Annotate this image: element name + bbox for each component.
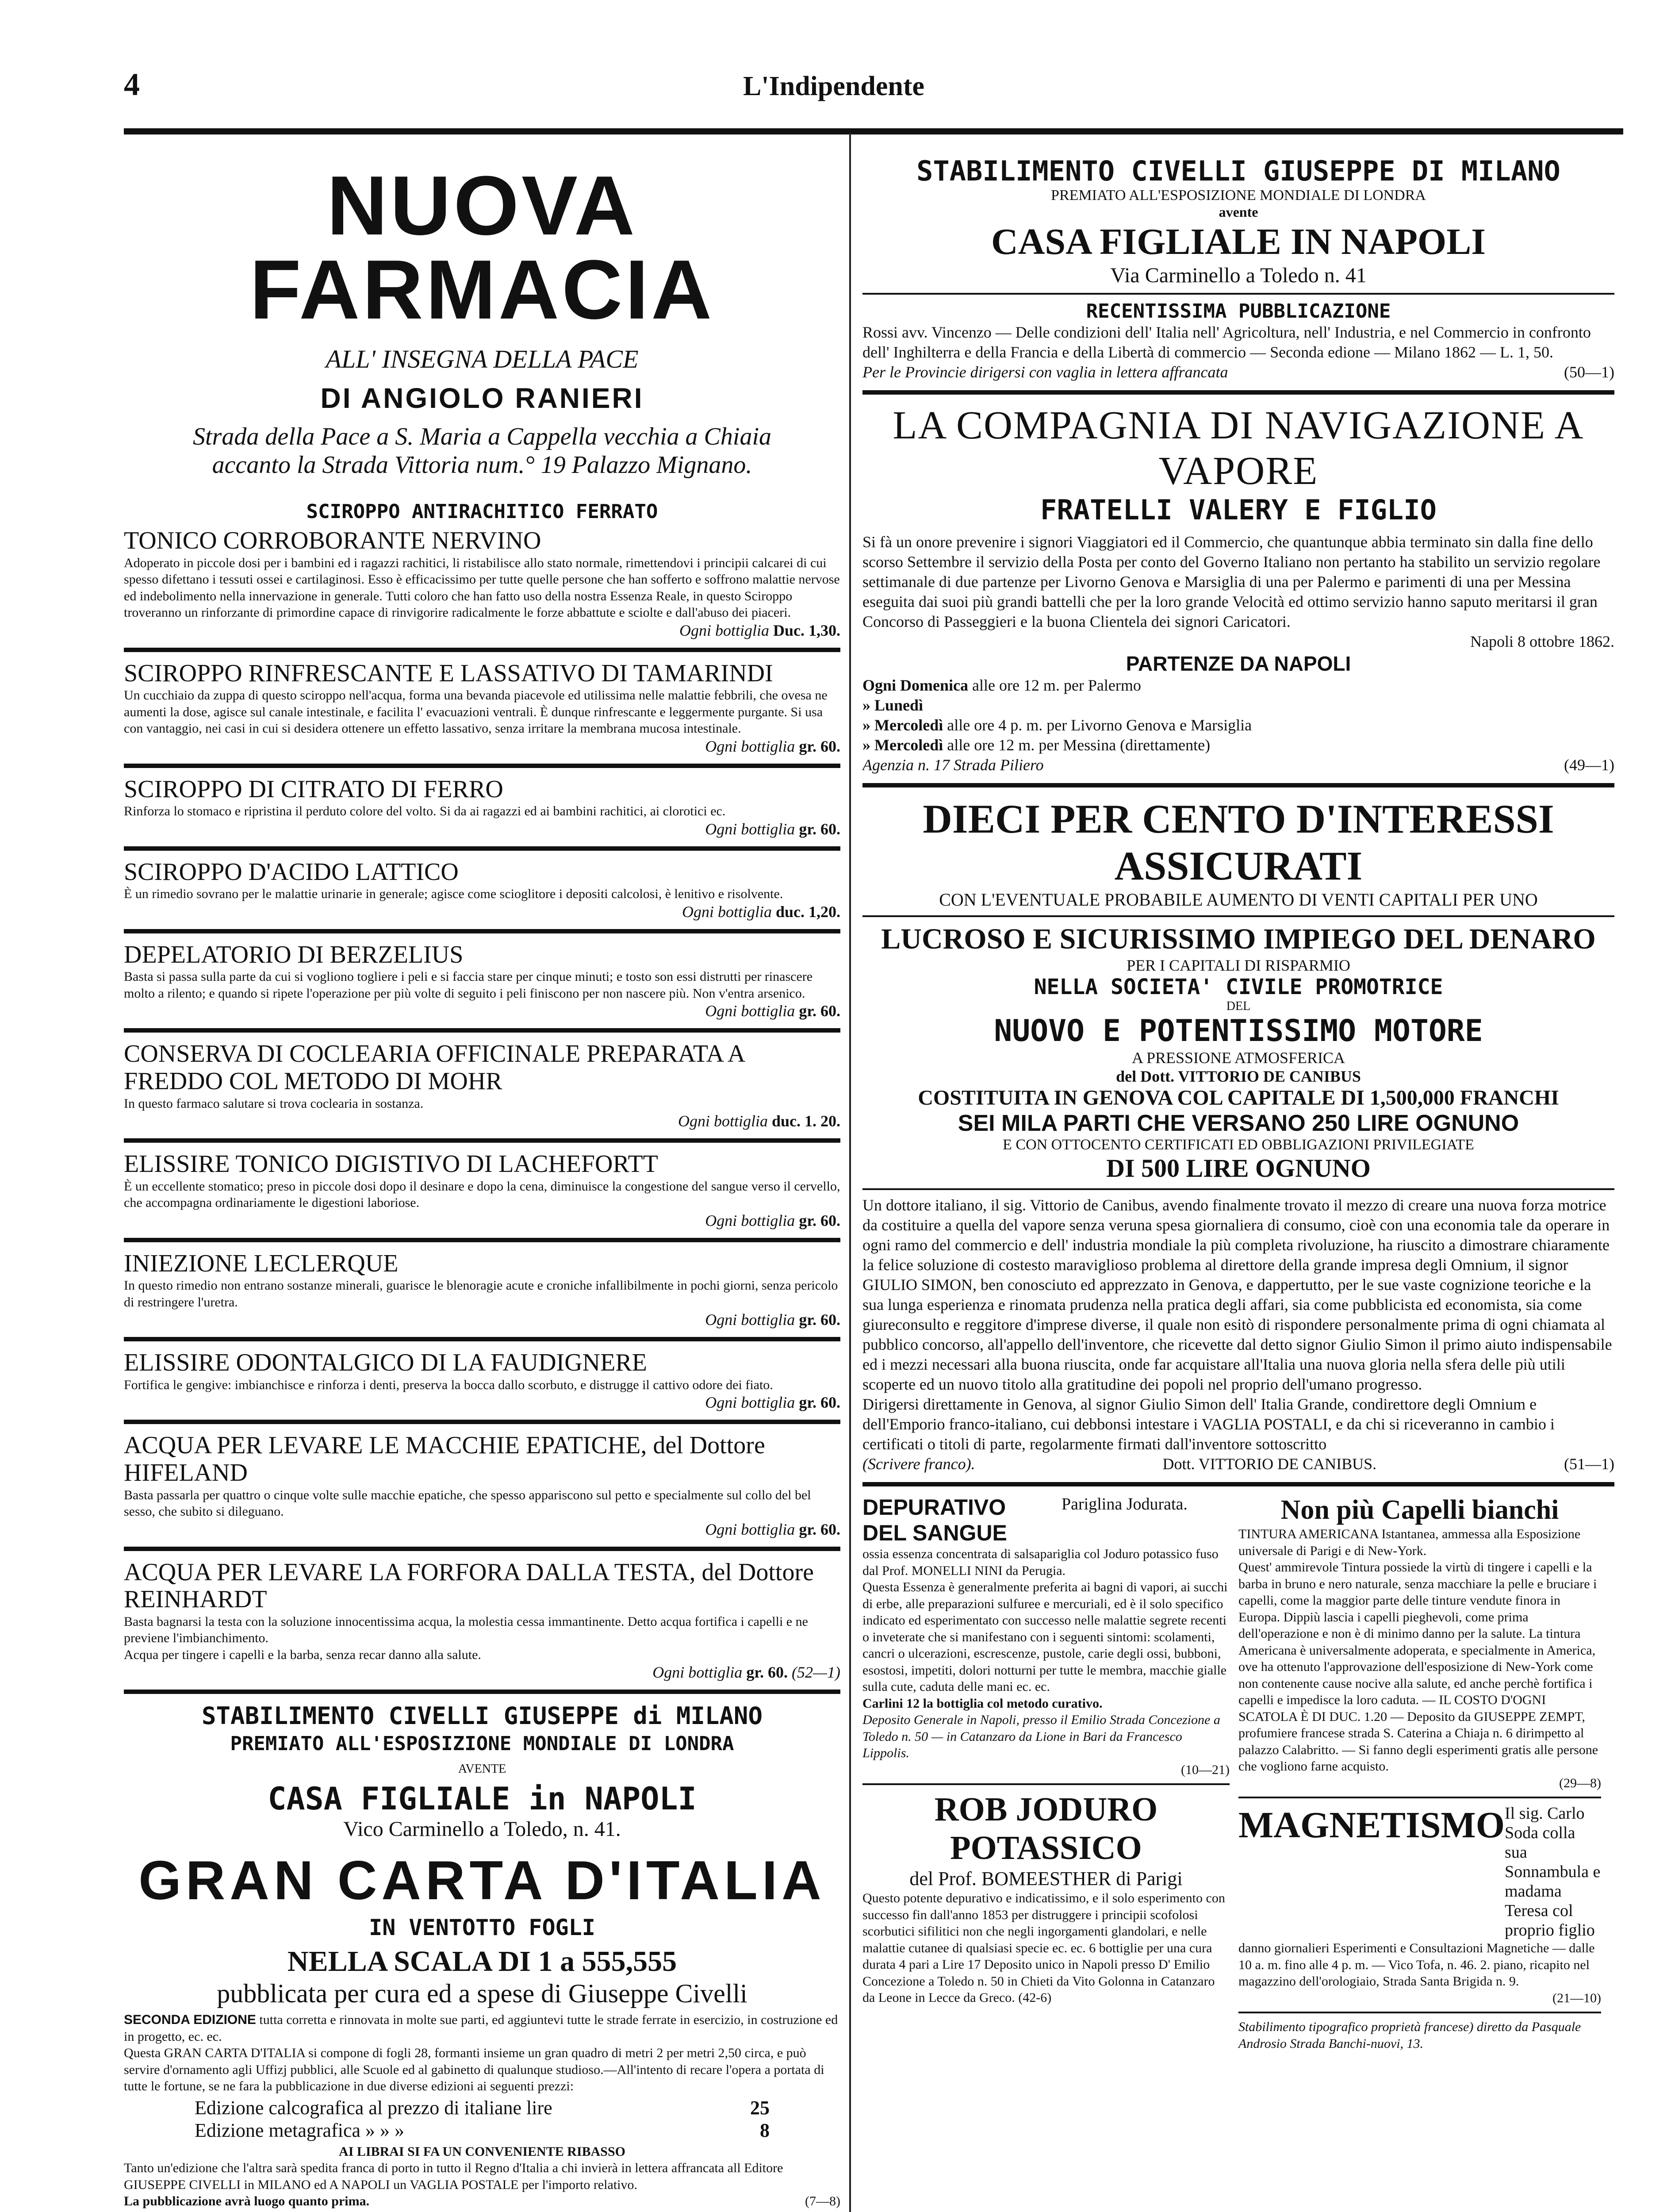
dep-body: Questa Essenza è generalmente preferita ai bagni di vapori, ai succhi di erbe, alle preparazioni sulfuree e mercuriali, ed è il solo specifico indicato ed esperimentato con successo nelle malattie segrete recenti o inveterate che si manifestano con i seguenti sintomi: scolamenti, cancri o ulcerazioni, escrescenze, pustole, carie degli ossi, bubboni, esostosi, impetiti, dolori notturni per tutte le membra, macchie gialle sulla cute, caduta delle mani ec. ec.	[862, 1580, 1228, 1694]
dep-deposito: Deposito Generale in Napoli, presso il Emilio Strada Concezione a Toledo n. 50 — in Catanzaro da Lione in Bari da Francesco Lippolis.	[862, 1713, 1220, 1760]
farmacia-sub2: DI ANGIOLO RANIERI	[320, 382, 644, 414]
product-item	[124, 776, 840, 838]
dieci-seimila: SEI MILA PARTI CHE VERSANO 250 LIRE OGNUNO	[958, 1110, 1519, 1136]
magn-body2: danno giornalieri Esperimenti e Consultazioni Magnetiche — dalle 10 a. m. fino alle 4 p. m. — Vico Tofa, n. 46. 2. piano, ricapito nel magazzino dell'orologiaio, Strada Santa Brigida n. 9.	[1238, 1941, 1595, 1989]
divider	[862, 915, 1614, 917]
product-desc: Basta bagnarsi la testa con la soluzione innocentissima acqua, la molestia cessa immantinente. Detto acqua fortifica i capelli e ne previene l'imbianchimento.	[124, 1614, 808, 1646]
divider	[124, 1420, 840, 1424]
product-desc: Basta si passa sulla parte da cui si vogliono togliere i peli e si faccia stare per cinque minuti; e tosto son essi distrutti per rinascere molto a rilento; e quando si ripete l'operazione per più volte di seguito i peli finiscono per non nascere più. Non v'entra arsenico.	[124, 969, 813, 1001]
product-name: SCIROPPO D'ACIDO LATTICO	[124, 858, 459, 886]
nav-sub: FRATELLI VALERY E FIGLIO	[1040, 494, 1437, 526]
stab-premiato: PREMIATO ALL'ESPOSIZIONE MONDIALE DI LONDRA	[1051, 187, 1426, 204]
dep-carlini: Carlini 12 la bottiglia col metodo curativo.	[862, 1696, 1103, 1711]
nav-date: Napoli 8 ottobre 1862.	[1470, 633, 1614, 650]
product-price: Ogni bottiglia gr. 60. (52—1)	[652, 1663, 840, 1682]
dieci-ottocento: E CON OTTOCENTO CERTIFICATI ED OBBLIGAZIONI PRIVILEGIATE	[1003, 1137, 1474, 1153]
depurativo-ad	[862, 1494, 1230, 1778]
nav-agency: Agenzia n. 17 Strada Piliero (49—1)	[862, 756, 1614, 774]
nav-body: Si fà un onore prevenire i signori Viaggiatori ed il Commercio, che quantunque abbia terminato sin dalla fine dello scorso Settembre il servizio della Posta per conto del Governo Italiano non pertanto ha stabilito un servizio regolare settimanale di due partenze per Livorno Genova e Marsiglia di una per Palermo e parimenti di una per Messina eseguita dai suoi più grandi battelli che per la loro grande Velocità ed ottimo servizio hanno saputo meritarsi il gran Concorso di Passeggieri e la buona Clientela dei signori Caricatori.	[862, 533, 1601, 630]
dep-title2: DEL SANGUE	[862, 1521, 1007, 1545]
product-item	[124, 941, 840, 1021]
stab-via: Via Carminello a Toledo n. 41	[1110, 264, 1367, 287]
farmacia-title: NUOVA FARMACIA	[249, 159, 715, 337]
product-name: INIEZIONE LECLERQUE	[124, 1249, 399, 1277]
product-price: Ogni bottiglia gr. 60.	[705, 1211, 840, 1229]
stab-casa: CASA FIGLIALE IN NAPOLI	[991, 221, 1486, 262]
nav-dep: Ogni Domenica alle ore 12 m. per Palermo	[862, 676, 1141, 694]
product-name: DEPELATORIO DI BERZELIUS	[124, 941, 464, 968]
product-desc: Basta passarla per quattro o cinque volte sulle macchie epatiche, che spesso appariscono sul petto e specialmente sul collo del bel sesso, che subito si dileguano.	[124, 1487, 811, 1519]
divider	[862, 1482, 1614, 1486]
capelli-title: Non più Capelli bianchi	[1280, 1495, 1559, 1525]
dieci-di500: DI 500 LIRE OGNUNO	[1106, 1154, 1371, 1183]
product-price: Ogni bottiglia Duc. 1,30.	[679, 621, 840, 639]
product-item	[124, 1151, 840, 1230]
dieci-per: PER I CAPITALI DI RISPARMIO	[1127, 956, 1350, 974]
magn-title: MAGNETISMO	[1238, 1805, 1505, 1846]
product-price: Ogni bottiglia gr. 60.	[705, 820, 840, 838]
capelli-body: Quest' ammirevole Tintura possiede la virtù di tingere i capelli e la barba in bruno e nero naturale, senza macchiare la pelle e bruciare i capelli, come la maggior parte delle tinture vendute finora in Europa. Dippiù lascia i capelli pieghevoli, come prima dell'operazione e non è di minimo danno per la salute. La tintura Americana è universalmente adoperata, e specialmente in America, ove ha ottenuto l'approvazione dell'esposizione di New-York come non contenente cause nocive alla salute, ed anche perchè fortifica i capelli e impedisce la loro caduta. — IL COSTO D'OGNI SCATOLA È DI DUC. 1.20 — Deposito da GIUSEPPE ZEMPT, profumiere francese strada S. Caterina a Chiaja n. 6 dirimpetto al palazzo Calabritto. — Si fanno degli esperimenti gratis alle persone che vogliono farne acquisto.	[1238, 1560, 1598, 1774]
rob-title: ROB JODURO POTASSICO	[934, 1791, 1158, 1866]
dieci-body2: Dirigersi direttamente in Genova, al signor Giulio Simon dell' Italia Grande, condirettore degli Omnium e dell'Emporio franco-italiano, cui debbonsi intestare i VAGLIA POSTALI, e da chi si riceveranno in cambio i certificati o titoli di parte, regolarmente firmati dall'inventore sottoscritto	[862, 1395, 1555, 1453]
farmacia-sub1: ALL' INSEGNA DELLA PACE	[326, 345, 639, 373]
product-tagline: TONICO CORROBORANTE NERVINO	[124, 527, 541, 554]
divider	[124, 648, 840, 652]
carta-edition: SECONDA EDIZIONE tutta corretta e rinnovata in molte sue parti, ed aggiuntevi tutte le strade ferrate in esercizio, in costruzione ed in progetto, ec. ec.	[124, 2012, 838, 2044]
product-name: SCIROPPO RINFRESCANTE E LASSATIVO DI TAMARINDI	[124, 659, 773, 687]
product-item	[124, 1559, 840, 1682]
magn-ad	[1238, 1804, 1601, 2052]
product-price: Ogni bottiglia duc. 1. 20.	[678, 1112, 840, 1130]
product-name: ACQUA PER LEVARE LE MACCHIE EPATICHE, del Dottore HIFELAND	[124, 1432, 765, 1487]
product-price: Ogni bottiglia gr. 60.	[705, 1002, 840, 1020]
carta-sub: IN VENTOTTO FOGLI	[369, 1915, 595, 1941]
divider	[124, 1337, 840, 1341]
dieci-pressione: A PRESSIONE ATMOSFERICA	[1131, 1049, 1345, 1067]
dieci-lucroso: LUCROSO E SICURISSIMO IMPIEGO DEL DENARO	[881, 923, 1596, 955]
stab-title: STABILIMENTO CIVELLI GIUSEPPE DI MILANO	[916, 155, 1560, 187]
carta-pub: pubblicata per cura ed a spese di Giuseppe Civelli	[217, 1979, 747, 2008]
dieci-motore: NUOVO E POTENTISSIMO MOTORE	[994, 1014, 1483, 1048]
divider	[862, 390, 1614, 395]
product-price: Ogni bottiglia duc. 1,20.	[682, 902, 840, 921]
dep-title1: DEPURATIVO	[862, 1495, 1006, 1520]
divider	[124, 1138, 840, 1143]
divider	[124, 1028, 840, 1033]
dieci-dott: del Dott. VITTORIO DE CANIBUS	[1116, 1068, 1361, 1085]
carta-desc: Questa GRAN CARTA D'ITALIA si compone di fogli 28, formanti insieme un gran quadro di metri 2 per metri 2,50 circa, e può servire d'ornamento agli Uffizj pubblici, alle Scuole ed al gabinetto di qualunque studioso.—All'intento di recare l'opera a portata di tutte le fortune, se ne fara la pubblicazione in due diverse edizioni ai seguenti prezzi:	[124, 2046, 824, 2094]
product-price: Ogni bottiglia gr. 60.	[705, 1394, 840, 1412]
product-desc: In questo rimedio non entrano sostanze minerali, guarisce le blenoragie acute e croniche infallibilmente in pochi giorni, senza pericolo di restringere l'uretra.	[124, 1278, 838, 1310]
stab-ad	[862, 155, 1614, 382]
dieci-ad	[862, 795, 1614, 1474]
carta-title: GRAN CARTA D'ITALIA	[138, 1850, 826, 1912]
divider	[124, 1238, 840, 1242]
magn-body1: Il sig. Carlo Soda colla sua Sonnambula e madama Teresa col proprio figlio	[1505, 1804, 1601, 1939]
carta-ed2: Edizione metagrafica » » » 8	[195, 2119, 770, 2141]
left-bottom-ads	[862, 1494, 1230, 2052]
capelli-ref: (29—8)	[1559, 1775, 1601, 1790]
navigazione-ad	[862, 403, 1614, 775]
dieci-sign: (Scrivere franco). Dott. VITTORIO DE CANIBUS. (51—1)	[862, 1455, 1614, 1473]
divider	[862, 1783, 1230, 1785]
product-item	[124, 859, 840, 921]
nav-partenze: PARTENZE DA NAPOLI	[1126, 652, 1351, 675]
product-desc: In questo farmaco salutare si trova coclearia in sostanza.	[124, 1096, 424, 1111]
magn-ref: (21—10)	[1552, 1990, 1601, 2005]
nav-dep: » Mercoledì alle ore 4 p. m. per Livorno Genova e Marsiglia	[862, 716, 1252, 734]
dieci-body1: Un dottore italiano, il sig. Vittorio de Canibus, avendo finalmente trovato il mezzo di creare una nuova forza motrice da costituire a quella del vapore senza veruna spesa giornaliera di consumo, cioè con una economia tale da operare in ogni ramo del commercio e dell' industria mondiale la più completa rivoluzione, ha riuscito a dimostrare chiaramente la felice soluzione di costesto maraviglioso problema al direttore della grande impresa degli Omnium, il signor GIULIO SIMON, ben conosciuto ed apprezzato in Genova, e dappertutto, per le sue vaste cognizione teoriche e la sua lunga esperienza e rinomata prudenza nella pratica degli affari, sia come pubblicista ed economista, sia come giureconsulto e reggitore d'imprese diverse, il quale non esitò di rispondere personalmente prima di ogni chiamata al pubblico concorso, all'appello dell'inventore, che ricevette dal detto signor Giulio Simon il primo aiuto indispensabile ed i mezzi necessari alla buona riuscita, onde far acquistare all'Italia una nuova gloria nella sfera delle più utili scoperte ed un nuovo titolo alla gratitudine dei popoli nel proprio dell'umano progresso.	[862, 1196, 1612, 1393]
product-desc: È un rimedio sovrano per le malattie urinarie in generale; agisce come scioglitore i depositi calcolosi, è lenitivo e risolvente.	[124, 887, 783, 902]
civelli-line2: PREMIATO ALL'ESPOSIZIONE MONDIALE DI LONDRA	[230, 1732, 734, 1755]
divider	[1238, 1797, 1601, 1798]
divider	[124, 1690, 840, 1694]
stab-avente: avente	[1219, 204, 1258, 220]
capelli-tintura: TINTURA AMERICANA Istantanea, ammessa alla Esposizione universale di Parigi e di New-York.	[1238, 1527, 1581, 1558]
product-item	[124, 1432, 840, 1538]
product-price: Ogni bottiglia gr. 60.	[705, 1520, 840, 1538]
divider	[1238, 2012, 1601, 2013]
product-desc: Fortifica le gengive: imbianchisce e rinforza i denti, preserva la bocca dallo scorbuto, e distrugge il cattivo odore dei fiato.	[124, 1377, 773, 1392]
divider	[124, 846, 840, 851]
dieci-title: DIECI PER CENTO D'INTERESSI ASSICURATI	[923, 796, 1554, 888]
product-name: ELISSIRE ODONTALGICO DI LA FAUDIGNERE	[124, 1349, 647, 1377]
carta-scale: NELLA SCALA DI 1 a 555,555	[287, 1945, 677, 1978]
rob-prof: del Prof. BOMEESTHER di Parigi	[909, 1868, 1183, 1889]
divider	[124, 764, 840, 768]
carta-footer: Tanto un'edizione che l'altra sarà spedita franca di porto in tutto il Regno d'Italia a chi invierà in lettera affrancata all Editore GIUSEPPE CIVELLI in MILANO ed A NAPOLI un VAGLIA POSTALE per l'importo relativo.	[124, 2161, 783, 2192]
product-desc: Adoperato in piccole dosi per i bambini ed i ragazzi rachitici, li ristabilisce allo stato normale, rimettendovi i principii calcarei di cui spesso difettano i tessuti ossei e cartilaginosi. Esso è efficacissimo per tutte quelle persone che han sofferto e soffrono malattie nervose ed indebolimento nella innervazione in generale. Tutti coloro che han fatto uso della nostra Essenza Reale, in questo Sciroppo troveranno un rinforzante di primordine capace di rinvigorire radicalmente le forze abbattute e sciolte e dall'abuso dei piaceri.	[124, 555, 840, 620]
product-name: ACQUA PER LEVARE LA FORFORA DALLA TESTA, del Dottore REINHARDT	[124, 1558, 814, 1613]
dep-ref: (10—21)	[1181, 1762, 1230, 1777]
farmacia-addr1: Strada della Pace a S. Maria a Cappella vecchia a Chiaia	[192, 423, 771, 450]
product-name: CONSERVA DI COCLEARIA OFFICINALE PREPARATA A FREDDO COL METODO DI MOHR	[124, 1040, 744, 1095]
nav-dep: » Lunedì	[862, 696, 924, 714]
dieci-societa: NELLA SOCIETA' CIVILE PROMOTRICE	[1034, 975, 1443, 999]
rob-ad	[862, 1790, 1230, 2006]
farmacia-ad	[124, 159, 840, 479]
nav-dep: » Mercoledì alle ore 12 m. per Messina (direttamente)	[862, 736, 1211, 754]
product-item	[124, 660, 840, 756]
stab-pub: Rossi avv. Vincenzo — Delle condizioni dell' Italia nell' Agricoltura, nell' Industria, e nel Commercio in confronto dell' Inghilterra e della Francia e della Libertà di commercio — Seconda edione — Milano 1862 — L. 1, 50.	[862, 323, 1591, 361]
civelli-ad	[124, 1702, 840, 1841]
product-item	[124, 1349, 840, 1412]
product-name: SCIROPPO DI CITRATO DI FERRO	[124, 775, 503, 803]
carta-ribasso: AI LIBRAI SI FA UN CONVENIENTE RIBASSO	[339, 2144, 625, 2159]
dieci-cost: COSTITUITA IN GENOVA COL CAPITALE DI 1,500,000 FRANCHI	[918, 1086, 1559, 1110]
civelli-line5: Vico Carminello a Toledo, n. 41.	[343, 1817, 621, 1841]
product-item	[124, 1041, 840, 1130]
carta-footer2: La pubblicazione avrà luogo quanto prima. (7—8)	[124, 2194, 840, 2209]
dieci-sub: CON L'EVENTUALE PROBABILE AUMENTO DI VENTI CAPITALI PER UNO	[939, 890, 1538, 910]
page-header	[124, 66, 1619, 119]
civelli-line1: STABILIMENTO CIVELLI GIUSEPPE di MILANO	[202, 1702, 763, 1730]
civelli-line3: AVENTE	[458, 1762, 506, 1776]
product-desc: Rinforza lo stomaco e ripristina il perduto colore del volto. Si da ai ragazzi ed ai bambini rachitici, ai clorotici ec.	[124, 804, 726, 819]
header-rule	[124, 128, 1623, 134]
right-column	[862, 146, 1614, 2212]
divider	[862, 1188, 1614, 1190]
product-desc: È un eccellente stomatico; preso in piccole dosi dopo il desinare e dopo la cena, diminuisce la congestione del sangue verso il cervello, che accompagna ordinariamente le digestioni laboriose.	[124, 1179, 840, 1210]
bottom-ads	[862, 1494, 1614, 2052]
product-name: SCIROPPO ANTIRACHITICO FERRATO	[306, 500, 658, 523]
farmacia-addr2: accanto la Strada Vittoria num.° 19 Palazzo Mignano.	[212, 451, 752, 479]
product-item	[124, 1250, 840, 1329]
rob-body: Questo potente depurativo e indicatissimo, e il solo esperimento con successo fin dall'anno 1853 per distruggere i principii scofolosi scorbutici sifilitici non che negli ingorgamenti glandolari, e nelle malattie cutanee di qualsiasi specie ec. ec. 6 bottiglie per una cura durata 4 pari a Lire 17 Deposito unico in Napoli presso D' Emilio Concezione a Toledo n. 50 in Chieti da Vito Golonna in Catanzaro da Leone in Lecce da Greco. (42-6)	[862, 1891, 1225, 2005]
left-column	[124, 146, 840, 2212]
stab-prov: Per le Provincie dirigersi con vaglia in lettera affrancata (50—1)	[862, 363, 1614, 381]
product-item	[124, 500, 840, 640]
dieci-del: DEL	[1226, 999, 1251, 1013]
divider	[862, 783, 1614, 787]
product-price: Ogni bottiglia gr. 60.	[705, 737, 840, 755]
right-bottom-ads	[1238, 1494, 1601, 2052]
page-number: 4	[124, 67, 140, 102]
column-divider	[849, 133, 851, 2212]
carta-ad	[124, 1849, 840, 2210]
divider	[124, 929, 840, 933]
capelli-ad	[1238, 1494, 1601, 1791]
product-price: Ogni bottiglia gr. 60.	[705, 1311, 840, 1329]
civelli-line4: CASA FIGLIALE in NAPOLI	[268, 1781, 697, 1817]
carta-ed1: Edizione calcografica al prezzo di italiane lire 25	[195, 2097, 770, 2119]
nav-title: LA COMPAGNIA DI NAVIGAZIONE A VAPORE	[893, 403, 1584, 493]
product-desc: Un cucchiaio da zuppa di questo sciroppo nell'acqua, forma una bevanda piacevole ed utilissima nelle malattie febbrili, che ovesa ne aumenti la dose, agisce sul canale intestinale, e facilita l' evacuazioni ventrali. È dunque rinfrescante e leggermente purgante. Si usa con vantaggio, nei casi in cui si desidera ottenere un effetto lassativo, senza irritare la membrana mucosa intestinale.	[124, 688, 828, 736]
divider	[124, 1547, 840, 1551]
product-name: ELISSIRE TONICO DIGISTIVO DI LACHEFORTT	[124, 1150, 658, 1178]
dep-head: Pariglina Jodurata.	[1062, 1495, 1188, 1513]
dep-head2: ossia essenza concentrata di salsapariglia col Joduro potassico fuso dal Prof. MONELLI NINI da Perugia.	[862, 1547, 1219, 1578]
product-note: Acqua per tingere i capelli e la barba, senza recar danno alla salute.	[124, 1647, 481, 1662]
divider	[862, 293, 1614, 295]
magn-stab: Stabilimento tipografico proprietà francese) diretto da Pasquale Androsio Strada Banchi-nuovi, 13.	[1238, 2020, 1581, 2051]
stab-recent: RECENTISSIMA PUBBLICAZIONE	[1086, 300, 1391, 323]
newspaper-title: L'Indipendente	[743, 71, 925, 101]
